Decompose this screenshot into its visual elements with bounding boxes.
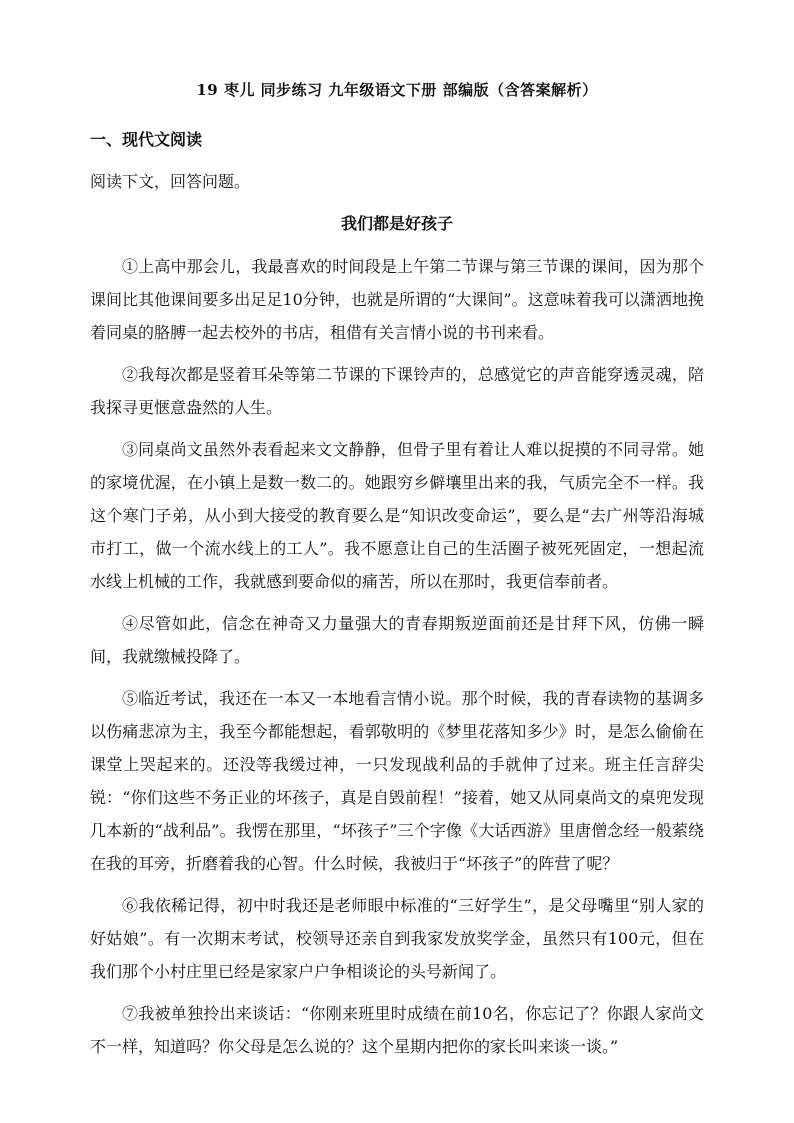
paragraph-4: ④尽管如此，信念在神奇又力量强大的青春期叛逆面前还是甘拜下风，仿佛一瞬间，我就缴械投降了。 xyxy=(90,614,704,666)
story-title: 我们都是好孩子 xyxy=(340,214,453,233)
paragraph-6: ⑥我依稀记得，初中时我还是老师眼中标准的“三好学生”，是父母嘴里“别人家的好姑娘”。有一次期末考试，校领导还亲自到我家发放奖学金，虽然只有100元，但在我们那个小村庄里已经是家家户户争相谈论的头号新闻了。 xyxy=(90,896,704,981)
paragraph-5: ⑤临近考试，我还在一本又一本地看言情小说。那个时候，我的青春读物的基调多以伤痛悲凉为主，我至今都能想起，看郭敬明的《梦里花落知多少》时，是怎么偷偷在课堂上哭起来的。还没等我缓过神，一只发现战利品的手就伸了过来。班主任言辞尖锐：“你们这些不务正业的坏孩子，真是自毁前程！”接着，她又从同桌尚文的桌兜发现几本新的“战利品”。我愣在那里，“坏孩子”三个字像《大话西游》里唐僧念经一般萦绕在我的耳旁，折磨着我的心智。什么时候，我被归于“坏孩子”的阵营了呢？ xyxy=(90,689,704,873)
paragraph-2: ②我每次都是竖着耳朵等第二节课的下课铃声的，总感觉它的声音能穿透灵魂，陪我探寻更惬意盎然的人生。 xyxy=(90,365,704,417)
story-body xyxy=(90,250,704,1072)
paragraph-1: ①上高中那会儿，我最喜欢的时间段是上午第二节课与第三节课的课间，因为那个课间比其他课间要多出足足10分钟，也就是所谓的“大课间”。这意味着我可以潇洒地挽着同桌的胳膊一起去校外的书店，租借有关言情小说的书刊来看。 xyxy=(90,257,704,342)
paragraph-7: ⑦我被单独拎出来谈话：“你刚来班里时成绩在前10名，你忘记了？你跟人家尚文不一样，知道吗？你父母是怎么说的？这个星期内把你的家长叫来谈一谈。” xyxy=(90,1004,704,1056)
section-heading: 一、现代文阅读 xyxy=(90,130,203,149)
document-title: 19 枣儿 同步练习 九年级语文下册 部编版（含答案解析） xyxy=(196,81,598,99)
document-page xyxy=(90,78,704,1056)
reading-instruction: 阅读下文，回答问题。 xyxy=(90,172,251,191)
paragraph-3: ③同桌尚文虽然外表看起来文文静静，但骨子里有着让人难以捉摸的不同寻常。她的家境优渥，在小镇上是数一数二的。她跟穷乡僻壤里出来的我，气质完全不一样。我这个寒门子弟，从小到大接受的教育要么是“知识改变命运”，要么是“去广州等沿海城市打工，做一个流水线上的工人”。我不愿意让自己的生活圈子被死死固定，一想起流水线上机械的工作，我就感到要命似的痛苦，所以在那时，我更信奉前者。 xyxy=(90,440,704,591)
